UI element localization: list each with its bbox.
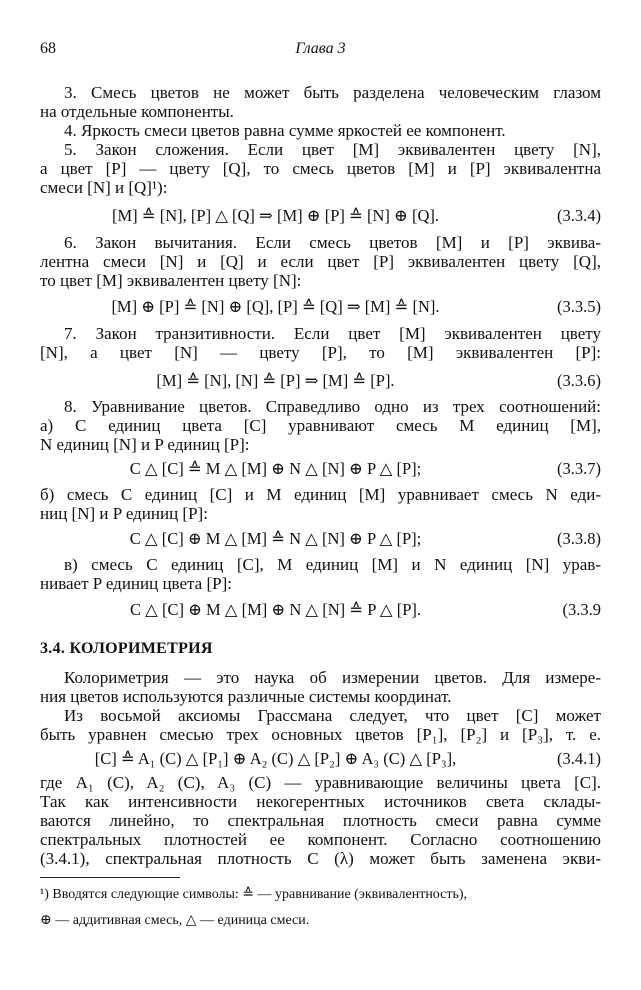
text-line: ния цветов используются различные системы координат. (40, 687, 452, 706)
text-line: быть уравнен смесью трех основных цветов [P₁], [P₂] и [P₃], т. е. (40, 725, 601, 744)
footnote-line: ¹) Вводятся следующие символы: ≙ — уравнивание (эквивалентность), (40, 887, 468, 902)
text-line: а) C единиц цвета [C] уравнивают смесь M единиц [M], (40, 416, 601, 435)
text-line: 6. Закон вычитания. Если смесь цветов [M] и [P] эквива- (64, 233, 601, 252)
footnote-rule (40, 877, 180, 878)
text-line: в) смесь C единиц [C], M единиц [M] и N единиц [N] урав- (64, 555, 601, 574)
text-line: а цвет [P] — цвету [Q], то смесь цветов [M] и [P] эквивалентна (40, 159, 601, 178)
text-line: 4. Яркость смеси цветов равна сумме яркостей ее компонент. (64, 121, 506, 140)
chapter-title: Глава 3 (295, 40, 346, 57)
text-line: Колориметрия — это наука об измерении цветов. Для измере- (64, 668, 601, 687)
equation-formula: [M] ⊕ [P] ≙ [N] ⊕ [Q], [P] ≙ [Q] ⇒ [M] ≙ [N]. (111, 297, 440, 316)
equation-formula: C △ [C] ⊕ M △ [M] ≙ N △ [N] ⊕ P △ [P]; (129, 529, 422, 548)
footnote-line: ⊕ — аддитивная смесь, △ — единица смеси. (40, 913, 310, 928)
equation-formula: C △ [C] ⊕ M △ [M] ⊕ N △ [N] ≙ P △ [P]. (130, 600, 421, 619)
text-line: смеси [N] и [Q]¹): (40, 178, 168, 197)
text-line: 3. Смесь цветов не может быть разделена человеческим глазом (64, 83, 601, 102)
text-line: то цвет [M] эквивалентен цвету [N]: (40, 271, 302, 290)
equation-formula: [C] ≙ A₁ (C) △ [P₁] ⊕ A₂ (C) △ [P₂] ⊕ A₃ (C) △ [P₃], (94, 749, 457, 768)
text-line: 7. Закон транзитивности. Если цвет [M] эквивалентен цвету (64, 324, 601, 343)
equation-number: (3.3.4) (557, 206, 601, 225)
equation-number: (3.3.6) (557, 371, 601, 390)
text-line: Из восьмой аксиомы Грассмана следует, что цвет [C] может (64, 706, 601, 725)
equation-formula: [M] ≙ [N], [N] ≙ [P] ⇒ [M] ≙ [P]. (156, 371, 395, 390)
text-line: б) смесь C единиц [C] и M единиц [M] уравнивает смесь N еди- (40, 485, 601, 504)
text-line: [N], а цвет [N] — цвету [P], то [M] эквивалентен [P]: (40, 343, 601, 362)
equation-number: (3.3.5) (557, 297, 601, 316)
text-line: на отдельные компоненты. (40, 102, 234, 121)
equation-formula: [M] ≙ [N], [P] △ [Q] ⇒ [M] ⊕ [P] ≙ [N] ⊕ [Q]. (112, 206, 439, 225)
running-header (40, 40, 601, 60)
text-line: нивает P единиц цвета [P]: (40, 574, 232, 593)
equation-number: (3.4.1) (557, 749, 601, 768)
text-line: спектральных плотностей ее компонент. Согласно соотношению (40, 830, 601, 849)
equation-number: (3.3.9 (562, 600, 601, 619)
equation-formula: C △ [C] ≙ M △ [M] ⊕ N △ [N] ⊕ P △ [P]; (129, 459, 422, 478)
equation-number: (3.3.7) (557, 459, 601, 478)
equation-number: (3.3.8) (557, 529, 601, 548)
section-heading: 3.4. КОЛОРИМЕТРИЯ (40, 640, 213, 657)
text-line: Так как интенсивности некогерентных источников света склады- (40, 792, 601, 811)
text-line: 5. Закон сложения. Если цвет [M] эквивалентен цвету [N], (64, 140, 601, 159)
text-line: ниц [N] и P единиц [P]: (40, 504, 208, 523)
text-line: (3.4.1), спектральная плотность C (λ) может быть заменена экви- (40, 849, 601, 868)
text-line: где A₁ (C), A₂ (C), A₃ (C) — уравнивающие величины цвета [C]. (40, 773, 601, 792)
text-line: 8. Уравнивание цветов. Справедливо одно из трех соотношений: (64, 397, 601, 416)
text-line: N единиц [N] и P единиц [P]: (40, 435, 250, 454)
text-line: лентна смеси [N] и [Q] и если цвет [P] эквивалентен цвету [Q], (40, 252, 601, 271)
text-line: ваются линейно, то спектральная плотность смеси равна сумме (40, 811, 601, 830)
page-number: 68 (40, 40, 56, 57)
